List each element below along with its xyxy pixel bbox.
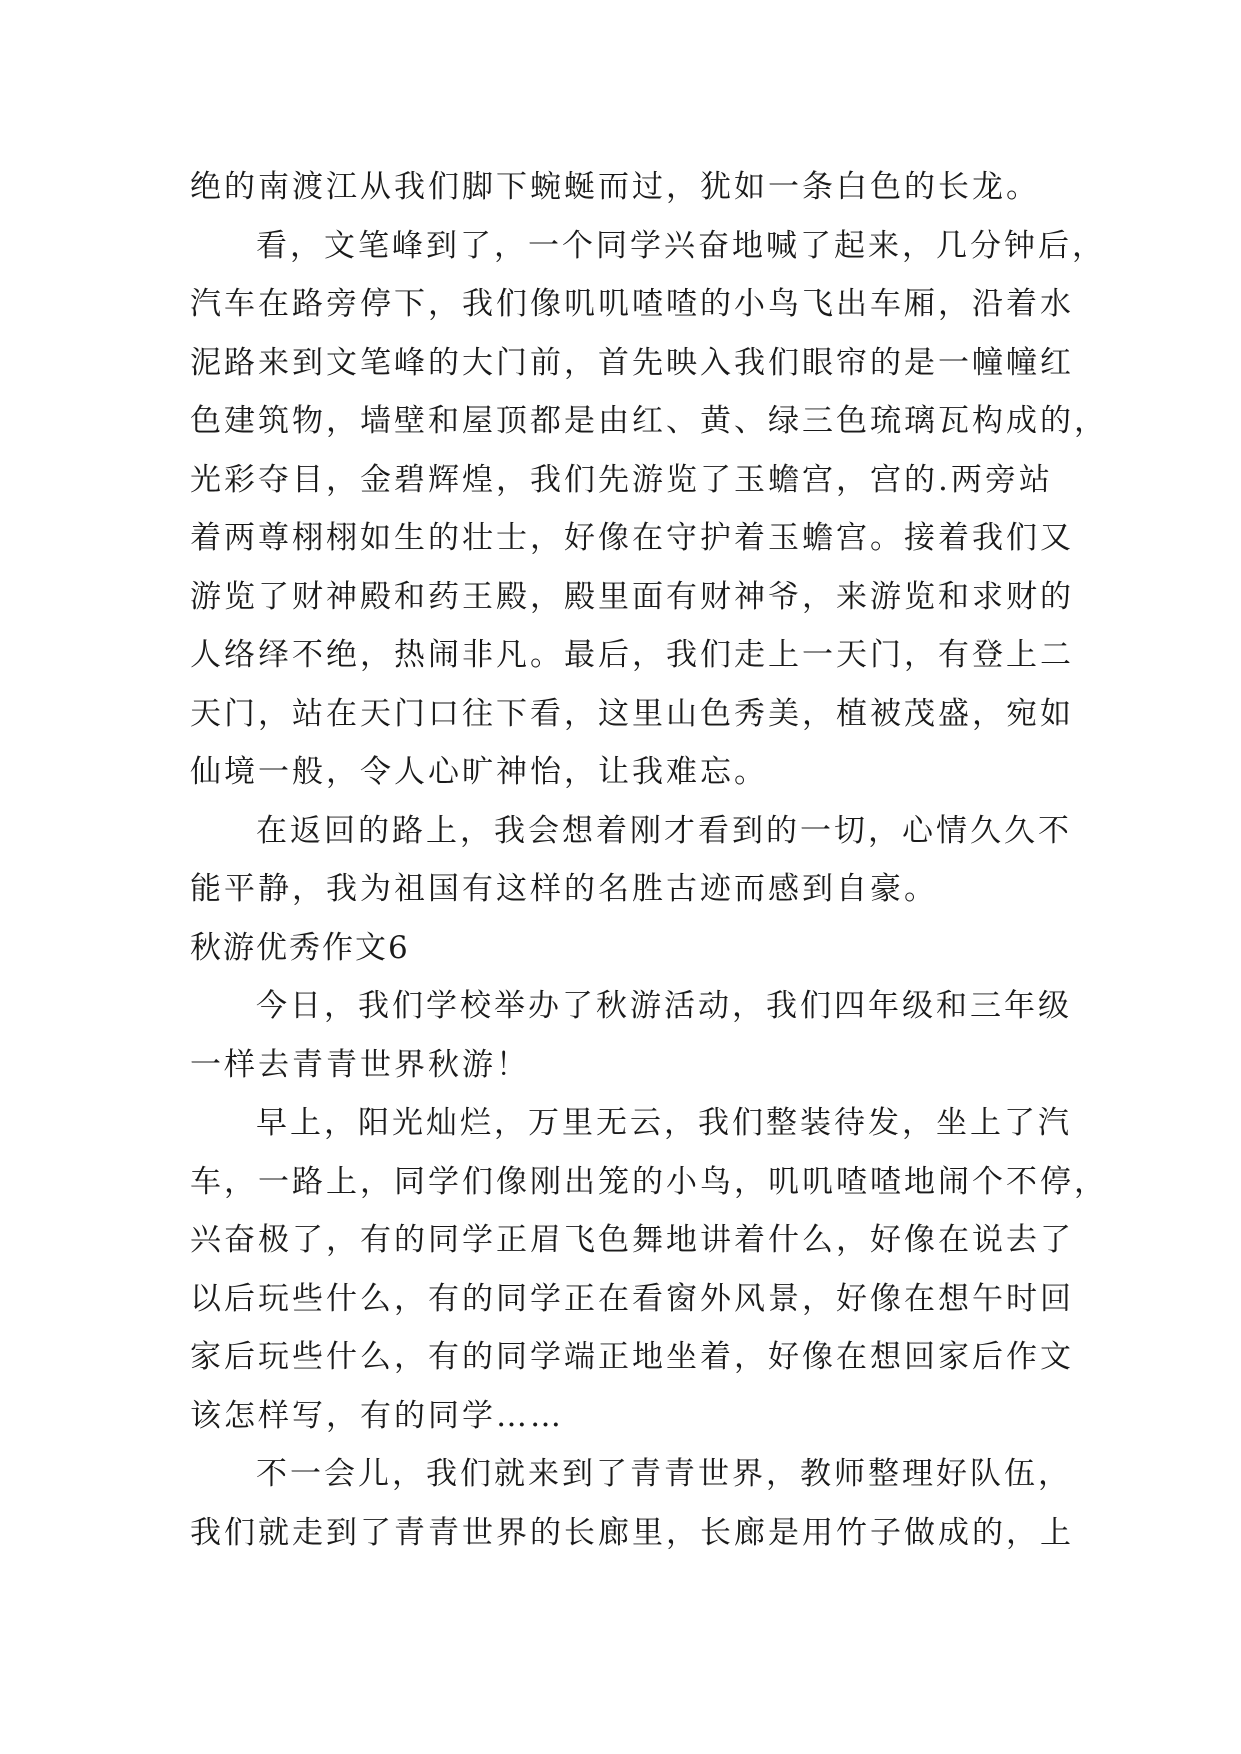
- text-line: 色建筑物，墙壁和屋顶都是由红、黄、绿三色琉璃瓦构成的，: [190, 403, 1108, 439]
- document-body: [190, 158, 1108, 1562]
- text-line: 着两尊栩栩如生的壮士，好像在守护着玉蟾宫。接着我们又: [190, 520, 1074, 556]
- text-line: 早上，阳光灿烂，万里无云，我们整装待发，坐上了汽: [256, 1105, 1072, 1141]
- text-line: 今日，我们学校举办了秋游活动，我们四年级和三年级: [256, 988, 1072, 1024]
- text-line: 泥路来到文笔峰的大门前，首先映入我们眼帘的是一幢幢红: [190, 344, 1074, 381]
- text-line: 家后玩些什么，有的同学端正地坐着，好像在想回家后作文: [190, 1339, 1074, 1375]
- text-line: 兴奋极了，有的同学正眉飞色舞地讲着什么，好像在说去了: [190, 1222, 1074, 1258]
- section-heading: 秋游优秀作文6: [190, 929, 410, 966]
- text-line: 绝的南渡江从我们脚下蜿蜒而过，犹如一条白色的长龙。: [190, 169, 1040, 205]
- text-line: 不一会儿，我们就来到了青青世界，教师整理好队伍，: [256, 1456, 1072, 1492]
- text-line: 能平静，我为祖国有这样的名胜古迹而感到自豪。: [190, 871, 938, 907]
- text-line: 以后玩些什么，有的同学正在看窗外风景，好像在想午时回: [190, 1280, 1074, 1317]
- text-line: 游览了财神殿和药王殿，殿里面有财神爷，来游览和求财的: [190, 578, 1074, 615]
- text-line: 汽车在路旁停下，我们像叽叽喳喳的小鸟飞出车厢，沿着水: [190, 286, 1074, 322]
- text-line: 车，一路上，同学们像刚出笼的小鸟，叽叽喳喳地闹个不停，: [190, 1163, 1108, 1200]
- text-line: 我们就走到了青青世界的长廊里，长廊是用竹子做成的，上: [190, 1514, 1074, 1551]
- text-line: 在返回的路上，我会想着刚才看到的一切，心情久久不: [256, 812, 1072, 849]
- text-line: 仙境一般，令人心旷神怡，让我难忘。: [190, 754, 768, 790]
- text-line: 该怎样写，有的同学……: [190, 1397, 564, 1434]
- text-line: 一样去青青世界秋游！: [190, 1046, 530, 1083]
- text-line: 人络绎不绝，热闹非凡。最后，我们走上一天门，有登上二: [190, 637, 1074, 673]
- text-line: 光彩夺目，金碧辉煌，我们先游览了玉蟾宫，宫的.两旁站: [190, 461, 1053, 498]
- text-line: 天门，站在天门口往下看，这里山色秀美，植被茂盛，宛如: [190, 695, 1074, 732]
- text-line: 看，文笔峰到了，一个同学兴奋地喊了起来，几分钟后，: [256, 227, 1106, 264]
